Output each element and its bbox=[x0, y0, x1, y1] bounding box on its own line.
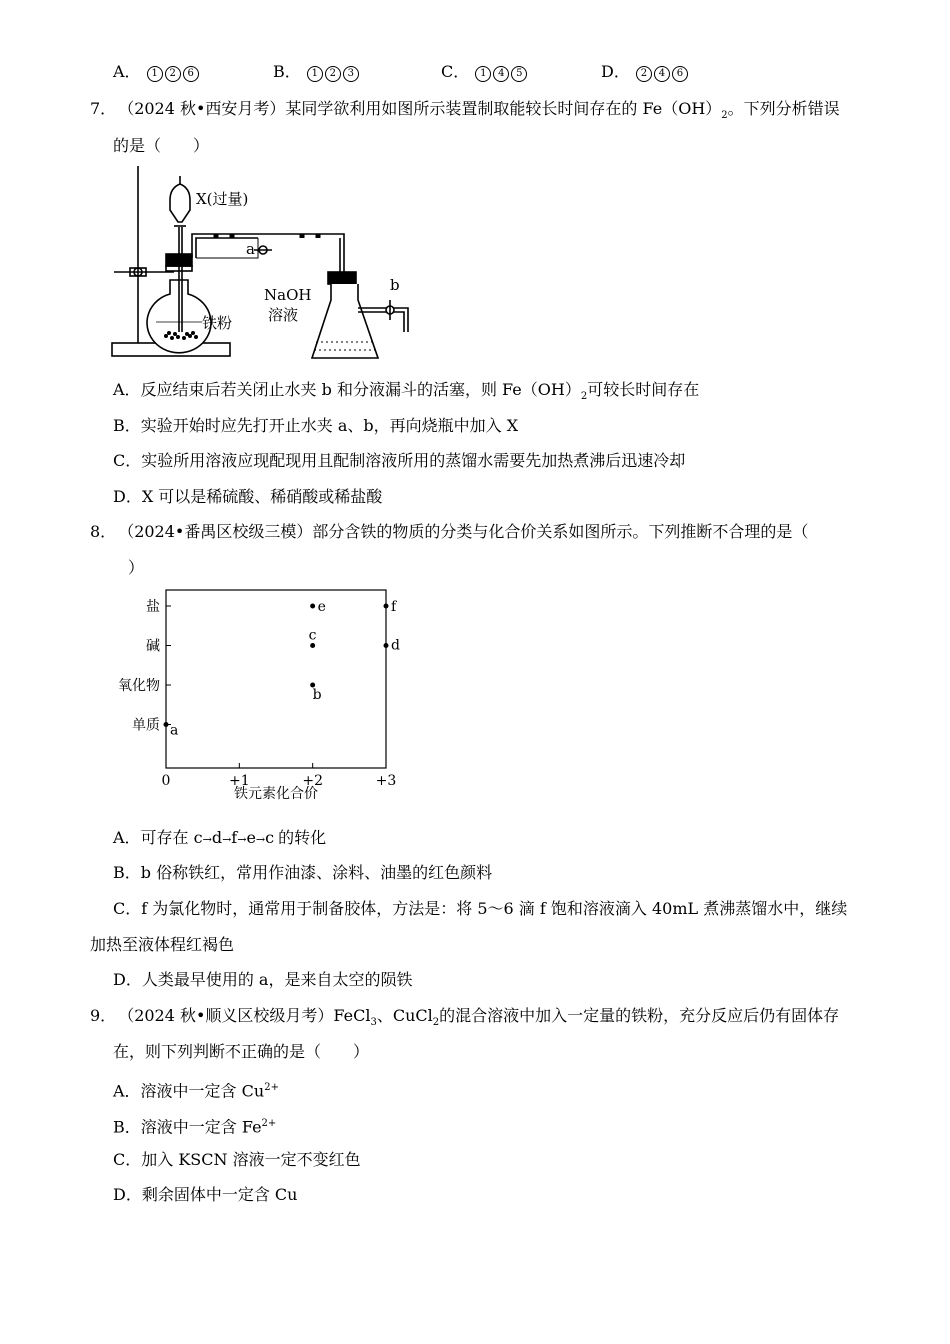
point-label-e: e bbox=[317, 599, 326, 615]
point-label-d: d bbox=[391, 637, 400, 654]
q6-options-row bbox=[0, 62, 950, 82]
point-label-c: c bbox=[308, 627, 317, 644]
q7-option-d: D．X 可以是稀硫酸、稀硝酸或稀盐酸 bbox=[113, 487, 383, 506]
y-tick-label: 氧化物 bbox=[118, 678, 160, 694]
q8-option-d: D．人类最早使用的 a，是来自太空的陨铁 bbox=[113, 970, 413, 989]
x-axis-title: 铁元素化合价 bbox=[234, 786, 318, 802]
label-b: b bbox=[390, 276, 400, 294]
q8-stem-line1: 8． （2024•番禺区校级三模）部分含铁的物质的分类与化合价关系如图所示。下列推断不合理的是（ bbox=[90, 522, 809, 541]
chart-frame bbox=[166, 590, 386, 768]
apparatus-figure bbox=[108, 162, 418, 360]
erlenmeyer-flask bbox=[312, 284, 378, 358]
q8-stem-line2: ） bbox=[128, 558, 145, 577]
label-x: X(过量) bbox=[196, 190, 249, 208]
q9-option-d: D．剩余固体中一定含 Cu bbox=[113, 1185, 298, 1204]
point-f bbox=[384, 604, 389, 609]
q8-option-b: B．b 俗称铁红，常用作油漆、涂料、油墨的红色颜料 bbox=[113, 863, 493, 882]
y-tick-label: 单质 bbox=[132, 717, 160, 734]
point-label-b: b bbox=[312, 687, 322, 703]
q7-stem-line2: 的是（ ） bbox=[113, 136, 210, 155]
y-tick-label: 碱 bbox=[146, 638, 160, 655]
iron-valence-chart bbox=[108, 586, 398, 806]
q9-stem-line2: 在，则下列判断不正确的是（ ） bbox=[113, 1042, 370, 1061]
q9-option-a: A．溶液中一定含 $Cu^{2+}$ bbox=[113, 1081, 279, 1101]
point-c bbox=[310, 643, 315, 648]
q7-option-b: B．实验开始时应先打开止水夹 a、b，再向烧瓶中加入 X bbox=[113, 416, 519, 435]
y-tick-label: 盐 bbox=[146, 599, 160, 615]
q9-option-c: C．加入 KSCN 溶液一定不变红色 bbox=[113, 1150, 361, 1169]
q6-option-a: A． 1 2 6 bbox=[113, 62, 200, 82]
point-e bbox=[310, 604, 315, 609]
x-tick-label: +1 bbox=[229, 773, 250, 789]
point-d bbox=[384, 643, 389, 648]
q7-option-a: A．反应结束后若关闭止水夹 b 和分液漏斗的活塞，则 $Fe(OH)_2$可较长时间存在 bbox=[113, 380, 700, 403]
question-number: 9． bbox=[90, 1006, 117, 1025]
q6-option-c: C． 1 4 5 bbox=[441, 62, 528, 82]
point-label-a: a bbox=[170, 722, 179, 739]
x-tick-label: 0 bbox=[161, 773, 171, 789]
label-naoh: NaOH bbox=[264, 286, 312, 304]
q8-option-c-line1: C．f 为氯化物时，通常用于制备胶体，方法是：将 5～6 滴 f 饱和溶液滴入 40mL 煮沸蒸馏水中，继续 bbox=[113, 899, 848, 918]
x-tick-label: +3 bbox=[375, 773, 397, 789]
label-solution: 溶液 bbox=[268, 306, 299, 324]
label-iron: 铁粉 bbox=[202, 314, 233, 332]
question-number: 8． bbox=[90, 522, 117, 541]
q7-option-c: C．实验所用溶液应现配现用且配制溶液所用的蒸馏水需要先加热煮沸后迅速冷却 bbox=[113, 451, 686, 470]
point-label-f: f bbox=[391, 599, 397, 615]
q9-option-b: B．溶液中一定含 $Fe^{2+}$ bbox=[113, 1117, 277, 1137]
q6-option-b: B． 1 2 3 bbox=[273, 62, 360, 82]
x-tick-label: +2 bbox=[302, 773, 323, 789]
q8-option-a: A．可存在 c→d→f→e→c 的转化 bbox=[113, 828, 327, 847]
q8-option-c-line2: 加热至液体程红褐色 bbox=[90, 935, 235, 954]
q9-stem-line1: 9． （2024 秋•顺义区校级月考）FeCl$_3$、CuCl$_2$的混合溶液中加入一定量的铁粉，充分反应后仍有固体存 bbox=[90, 1006, 840, 1029]
point-a bbox=[164, 722, 169, 727]
question-number: 7． bbox=[90, 99, 117, 118]
label-a: a bbox=[246, 240, 255, 258]
separatory-funnel bbox=[170, 184, 190, 222]
q6-option-d: D． 2 4 6 bbox=[601, 62, 689, 82]
q7-stem-line1: 7． （2024 秋•西安月考）某同学欲利用如图所示装置制取能较长时间存在的 $Fe(OH)_2$。下列分析错误 bbox=[90, 99, 840, 122]
